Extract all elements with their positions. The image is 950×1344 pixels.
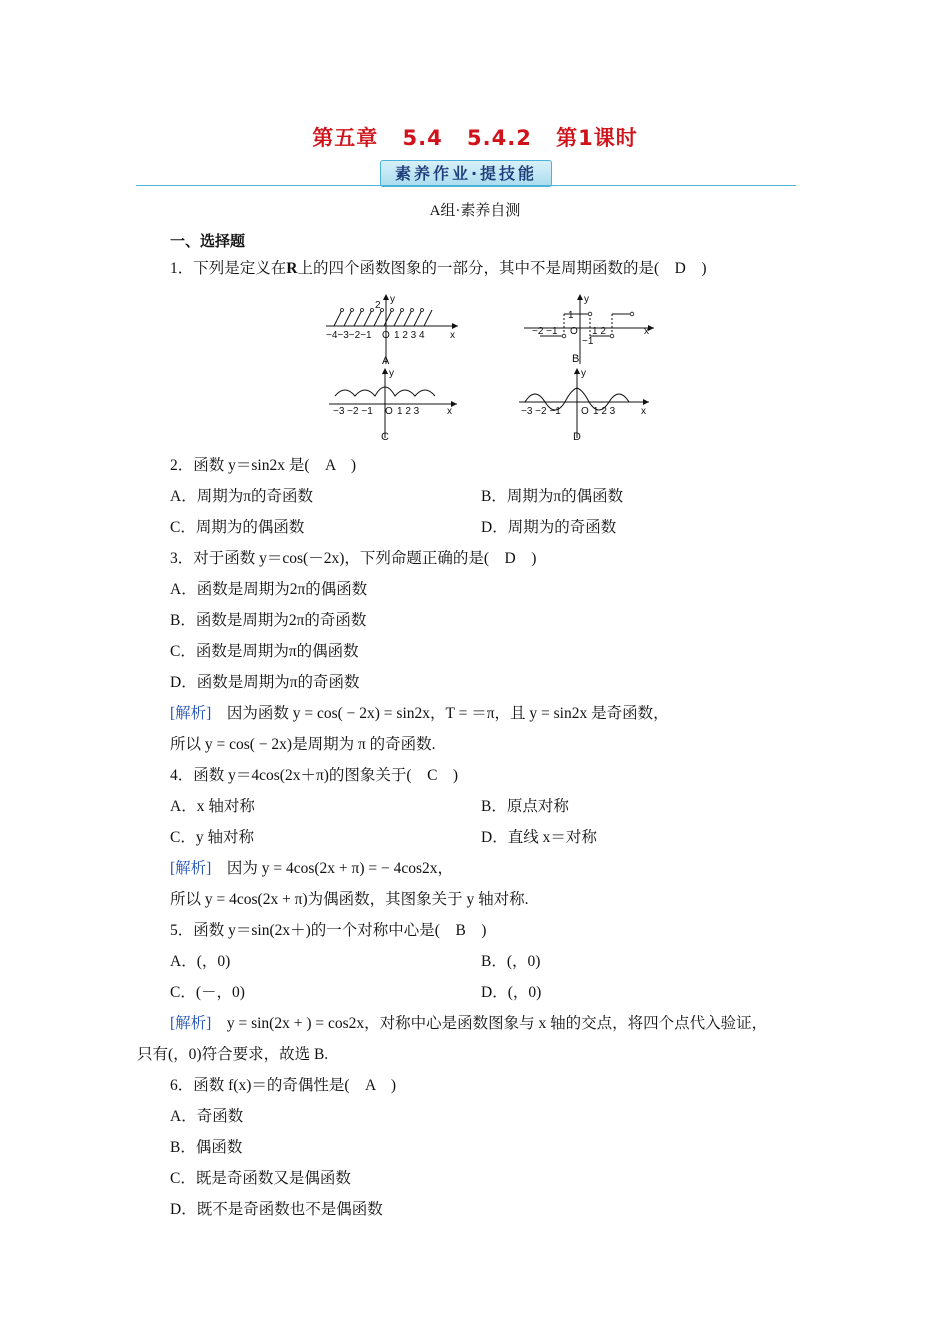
analysis-tag: [解析] — [170, 705, 212, 722]
q3-stem: 3．对于函数 y＝cos(－2x)，下列命题正确的是( D ) — [170, 550, 537, 567]
svg-text:−3 −2 −1: −3 −2 −1 — [333, 406, 373, 417]
figure-d — [515, 366, 655, 444]
q2-option-c: C．周期为的偶函数 — [170, 519, 305, 536]
q2-option-b: B．周期为π的偶函数 — [481, 488, 624, 505]
q3-analysis-1 — [170, 704, 669, 724]
q6-option-d: D．既不是奇函数也不是偶函数 — [170, 1201, 383, 1218]
svg-text:y: y — [389, 368, 394, 379]
svg-text:O: O — [581, 406, 589, 417]
q3-option-a: A．函数是周期为2π的偶函数 — [170, 581, 368, 598]
q6-option-b: B．偶函数 — [170, 1139, 243, 1156]
svg-text:1 2 3: 1 2 3 — [397, 406, 420, 417]
figure-a — [322, 292, 462, 370]
part-heading: 一、选择题 — [170, 232, 246, 250]
section-badge: 素养作业·提技能 — [380, 160, 552, 187]
svg-text:−4−3−2−1: −4−3−2−1 — [326, 330, 372, 341]
figure-d-label: D — [573, 431, 581, 443]
q4-option-b: B．原点对称 — [481, 798, 569, 815]
q5-analysis-2: 只有(，0)符合要求，故选 B. — [137, 1046, 329, 1063]
svg-text:O: O — [382, 330, 390, 341]
svg-text:1 2 3: 1 2 3 — [593, 406, 616, 417]
q4-stem: 4．函数 y＝4cos(2x＋π)的图象关于( C ) — [170, 767, 459, 784]
q3-analysis-text: 因为函数 y = cos( − 2x) = sin2x，T = ＝π，且 y = sin2x 是奇函数， — [226, 705, 669, 722]
q3-option-b: B．函数是周期为2π的奇函数 — [170, 612, 367, 629]
analysis-tag: [解析] — [170, 860, 212, 877]
q5-option-b: B．(，0) — [481, 953, 541, 970]
svg-text:1 2: 1 2 — [592, 326, 606, 337]
q4-analysis-text: 因为 y = 4cos(2x + π) = − 4cos2x， — [226, 860, 454, 877]
svg-text:2: 2 — [375, 300, 381, 311]
q6-option-c: C．既是奇函数又是偶函数 — [170, 1170, 351, 1187]
q5-option-a: A．(，0) — [170, 953, 231, 970]
q5-stem: 5．函数 y＝sin(2x＋)的一个对称中心是( B ) — [170, 922, 487, 939]
figure-c — [325, 366, 465, 444]
q5-analysis-text: y = sin(2x + ) = cos2x，对称中心是函数图象与 x 轴的交点，将四个点代入验证， — [226, 1015, 768, 1032]
svg-text:1: 1 — [568, 310, 574, 321]
page-title — [0, 122, 950, 152]
q4-analysis-1 — [170, 859, 453, 879]
q3-option-c: C．函数是周期为π的偶函数 — [170, 643, 359, 660]
q5-option-d: D．(，0) — [481, 984, 542, 1001]
q6-stem: 6．函数 f(x)＝的奇偶性是( A ) — [170, 1077, 397, 1094]
svg-text:−1: −1 — [582, 336, 594, 347]
svg-text:x: x — [641, 406, 646, 417]
subsection: 5.4.2 — [467, 126, 532, 150]
figure-b — [520, 292, 660, 370]
q5-option-c: C．(－，0) — [170, 984, 245, 1001]
q1-stem-r: R — [286, 260, 298, 277]
svg-text:x: x — [450, 330, 455, 341]
header-rule — [136, 185, 796, 186]
q4-option-c: C．y 轴对称 — [170, 829, 254, 846]
svg-text:x: x — [447, 406, 452, 417]
q2-option-d: D．周期为的奇函数 — [481, 519, 617, 536]
q3-option-d: D．函数是周期为π的奇函数 — [170, 674, 360, 691]
lesson: 第1课时 — [556, 126, 638, 150]
svg-text:−3 −2 −1: −3 −2 −1 — [521, 406, 561, 417]
svg-text:x: x — [644, 326, 649, 337]
analysis-tag: [解析] — [170, 1015, 212, 1032]
q2-option-a: A．周期为π的奇函数 — [170, 488, 314, 505]
section: 5.4 — [402, 126, 443, 150]
q6-option-a: A．奇函数 — [170, 1108, 244, 1125]
svg-text:−2 −1: −2 −1 — [532, 326, 558, 337]
group-heading: A组·素养自测 — [429, 203, 521, 219]
figure-a-label: A — [382, 355, 390, 367]
svg-text:y: y — [390, 294, 395, 305]
svg-text:y: y — [584, 294, 589, 305]
svg-text:O: O — [385, 406, 393, 417]
chapter: 第五章 — [312, 126, 379, 150]
q4-option-d: D．直线 x＝对称 — [481, 829, 597, 846]
svg-text:O: O — [570, 326, 578, 337]
q3-analysis-2: 所以 y = cos( − 2x)是周期为 π 的奇函数. — [170, 736, 436, 753]
q1-stem — [170, 259, 707, 279]
q2-stem: 2．函数 y＝sin2x 是( A ) — [170, 457, 357, 474]
svg-text:1 2 3 4: 1 2 3 4 — [394, 330, 425, 341]
figure-c-label: C — [381, 431, 389, 443]
q1-stem-a: 1．下列是定义在 — [170, 260, 287, 277]
q5-analysis-1 — [170, 1014, 767, 1034]
q4-analysis-2: 所以 y = 4cos(2x + π)为偶函数，其图象关于 y 轴对称. — [170, 891, 529, 908]
q4-option-a: A．x 轴对称 — [170, 798, 255, 815]
q1-stem-b: 上的四个函数图象的一部分，其中不是周期函数的是( D ) — [297, 260, 707, 277]
figure-b-label: B — [572, 353, 580, 365]
svg-text:y: y — [581, 368, 586, 379]
